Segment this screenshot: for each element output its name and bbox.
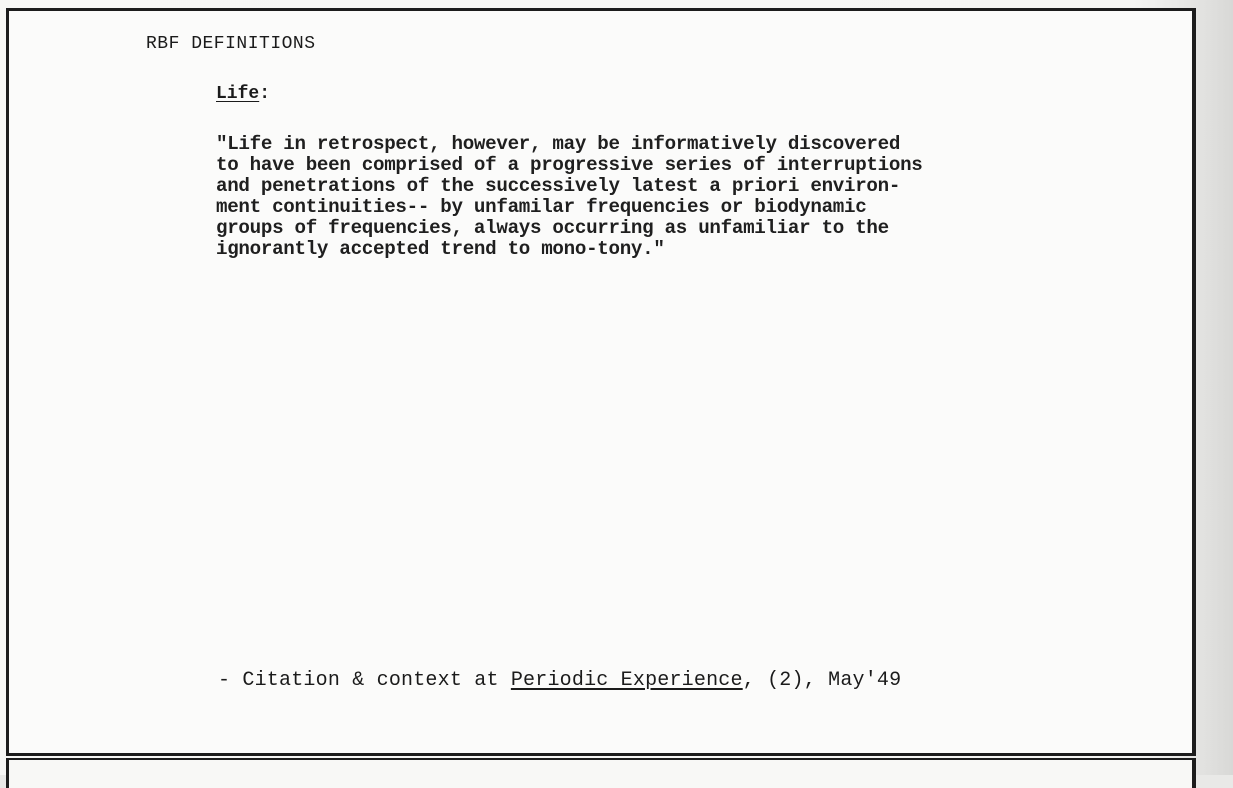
quote-line: ment continuities-- by unfamilar frequencies or biodynamic — [216, 196, 867, 218]
citation-suffix: , (2), May'49 — [742, 669, 902, 692]
quote-line: and penetrations of the successively latest a priori environ- — [216, 175, 901, 197]
card-header-title: RBF DEFINITIONS — [146, 34, 316, 54]
term-word: Life — [216, 84, 260, 104]
citation-prefix: - Citation & context at — [218, 669, 511, 692]
quote-line: to have been comprised of a progressive series of interruptions — [216, 154, 923, 176]
quote-line: ignorantly accepted trend to mono-tony." — [216, 238, 665, 260]
quote-line: "Life in retrospect, however, may be informatively discovered — [216, 133, 901, 155]
citation-line — [218, 669, 901, 692]
definition-card — [6, 8, 1196, 756]
next-card-edge — [6, 758, 1196, 788]
term-colon: : — [259, 84, 271, 104]
term-heading — [216, 84, 270, 104]
quote-line: groups of frequencies, always occurring as unfamiliar to the — [216, 217, 889, 239]
citation-source: Periodic Experience — [510, 669, 743, 692]
definition-quote — [216, 134, 1116, 260]
